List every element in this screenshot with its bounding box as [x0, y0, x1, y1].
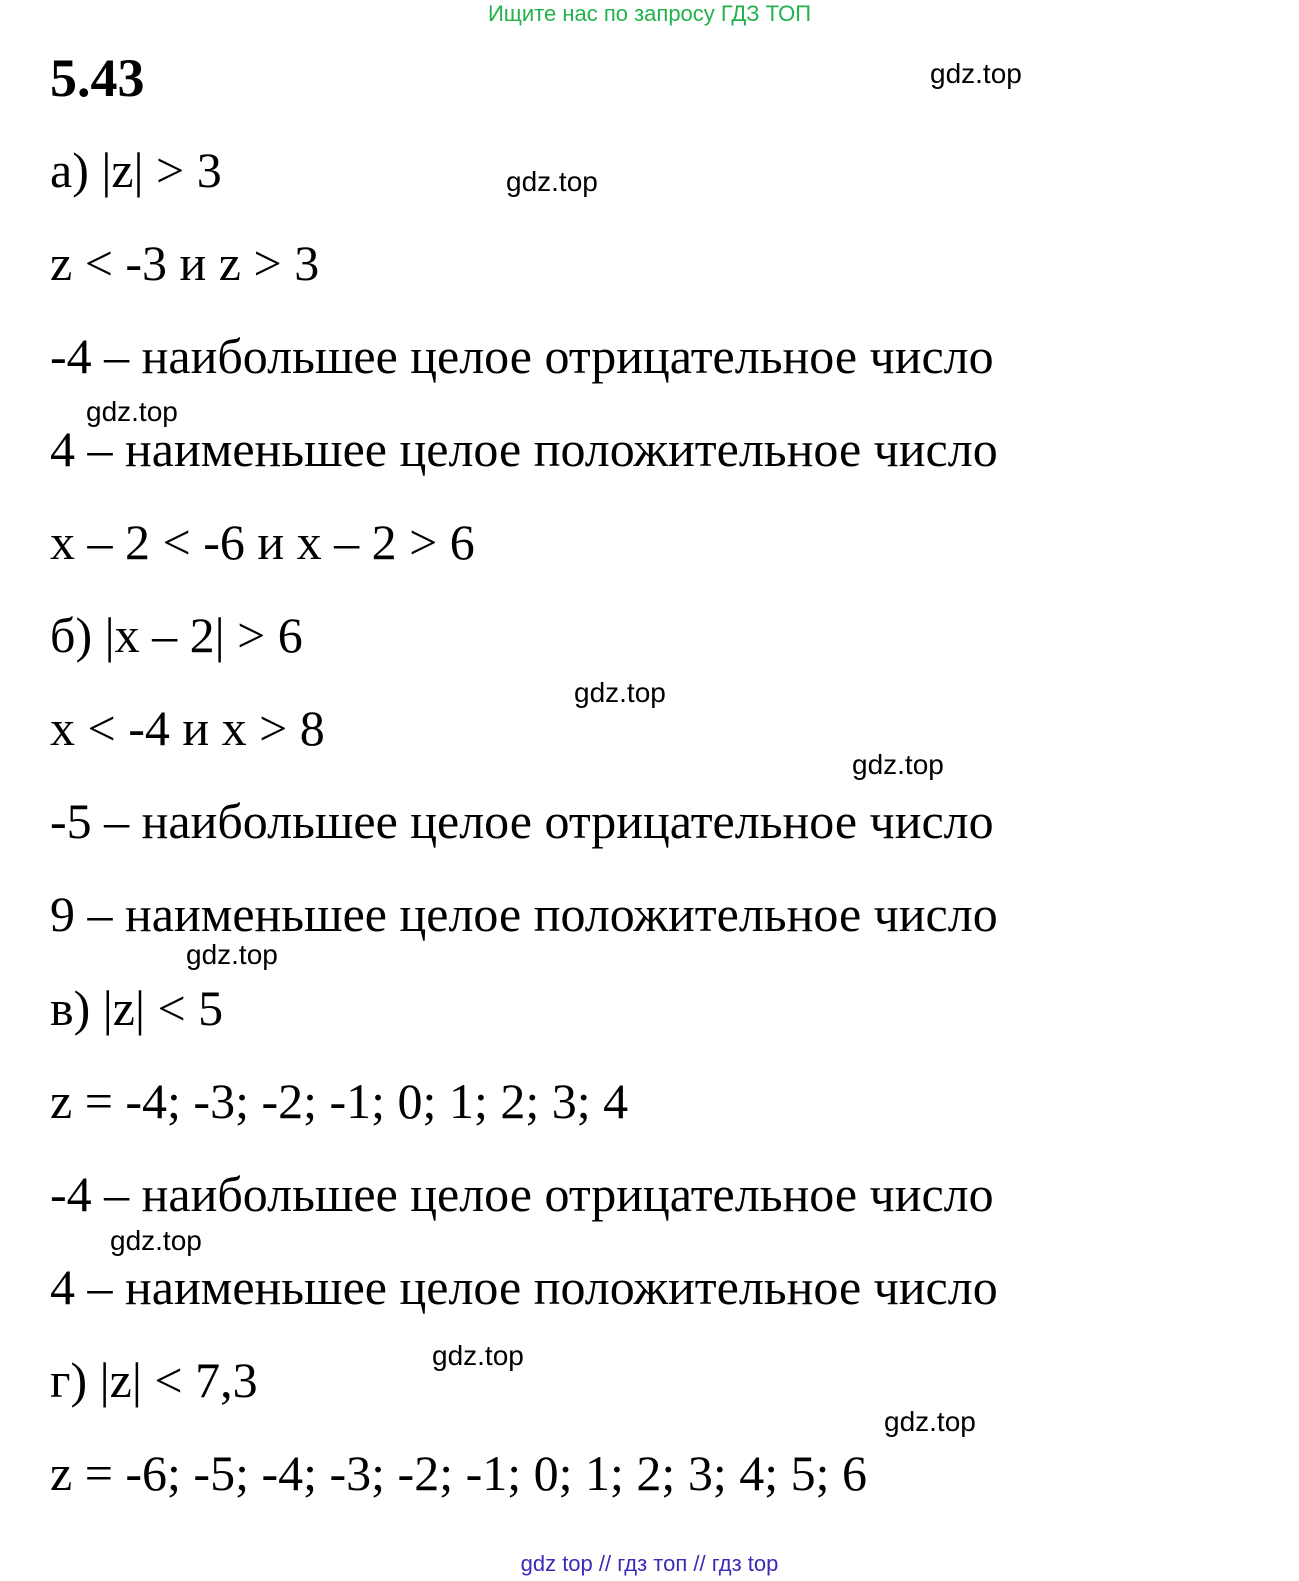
watermark: gdz.top — [852, 749, 944, 780]
solution-line: 9 – наименьшее целое положительное число — [50, 886, 998, 942]
solution-line: -4 – наибольшее целое отрицательное число — [50, 1166, 994, 1222]
solution-line: z < -3 и z > 3 — [50, 235, 320, 291]
solution-line: а) |z| > 3 — [50, 142, 222, 198]
exercise-number: 5.43 — [50, 48, 145, 108]
watermark: gdz.top — [930, 58, 1022, 89]
solution-line: в) |z| < 5 — [50, 980, 224, 1036]
watermark: gdz.top — [506, 166, 598, 197]
footer-watermark: gdz top // гдз топ // гдз top — [520, 1551, 779, 1576]
watermark: gdz.top — [186, 939, 278, 970]
watermark: gdz.top — [110, 1225, 202, 1256]
solution-line: z = -6; -5; -4; -3; -2; -1; 0; 1; 2; 3; 4; 5; 6 — [50, 1445, 867, 1501]
solution-line: x < -4 и x > 8 — [50, 700, 325, 756]
watermark: gdz.top — [884, 1406, 976, 1437]
solution-line: б) |x – 2| > 6 — [50, 607, 303, 663]
solution-line: 4 – наименьшее целое положительное число — [50, 421, 998, 477]
watermark: gdz.top — [432, 1340, 524, 1371]
solution-line: x – 2 < -6 и x – 2 > 6 — [50, 514, 475, 570]
watermark: gdz.top — [86, 396, 178, 427]
solution-line: -4 – наибольшее целое отрицательное число — [50, 328, 994, 384]
watermark: gdz.top — [574, 677, 666, 708]
solution-line: 4 – наименьшее целое положительное число — [50, 1259, 998, 1315]
solution-line: z = -4; -3; -2; -1; 0; 1; 2; 3; 4 — [50, 1073, 629, 1129]
solution-line: г) |z| < 7,3 — [50, 1352, 258, 1408]
top-banner: Ищите нас по запросу ГДЗ ТОП — [487, 1, 812, 26]
solution-line: -5 – наибольшее целое отрицательное число — [50, 793, 994, 849]
